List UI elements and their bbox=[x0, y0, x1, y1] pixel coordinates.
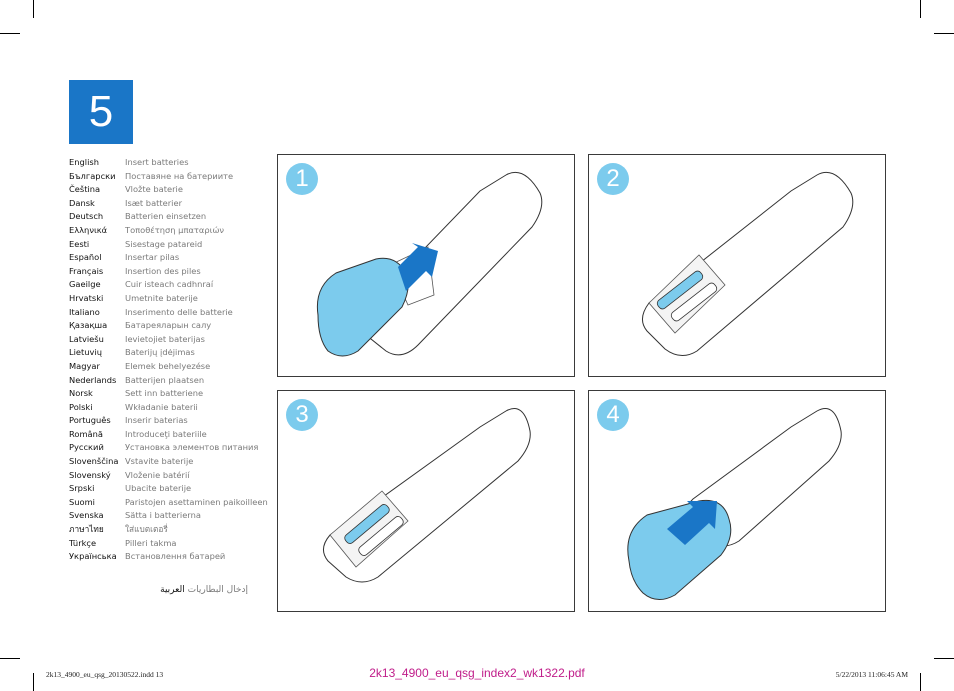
language-row bbox=[69, 306, 269, 320]
language-name: English bbox=[69, 157, 99, 167]
language-name: Svenska bbox=[69, 510, 104, 521]
instruction-text: Elemek behelyezése bbox=[125, 360, 211, 371]
language-name: Srpski bbox=[69, 483, 95, 494]
language-name: Hrvatski bbox=[69, 292, 104, 303]
language-row bbox=[69, 170, 269, 184]
language-row bbox=[69, 550, 269, 564]
instruction-text: إدخال البطاريات bbox=[187, 585, 248, 595]
language-row bbox=[69, 537, 269, 551]
remote-battery-insert-illustration bbox=[589, 155, 885, 376]
language-name: Français bbox=[69, 265, 104, 276]
instruction-text: Vloženie batérií bbox=[125, 469, 190, 480]
instruction-text: Vložte baterie bbox=[125, 184, 183, 195]
language-name: Български bbox=[69, 170, 116, 181]
language-row bbox=[69, 278, 269, 292]
instruction-text: Umetnite baterije bbox=[125, 292, 198, 303]
language-row bbox=[69, 469, 269, 483]
remote-open-cover-illustration bbox=[278, 155, 574, 376]
language-name: Deutsch bbox=[69, 211, 104, 222]
instruction-text: Встановлення батарей bbox=[125, 551, 226, 562]
crop-mark bbox=[0, 33, 20, 34]
instruction-text: Insert batteries bbox=[125, 157, 189, 167]
language-name: Ελληνικά bbox=[69, 224, 108, 235]
language-row bbox=[69, 523, 269, 537]
crop-mark bbox=[934, 33, 954, 34]
language-row bbox=[69, 224, 269, 238]
instruction-text: Cuir isteach cadhnraí bbox=[125, 279, 214, 290]
language-name: Latviešu bbox=[69, 333, 104, 344]
language-name: Русский bbox=[69, 442, 104, 453]
illustration-panel-1 bbox=[277, 154, 575, 377]
language-name: Español bbox=[69, 252, 102, 263]
language-name: Slovenščina bbox=[69, 456, 119, 467]
footer-filename-left: 2k13_4900_eu_qsg_20130522.indd 13 bbox=[46, 670, 164, 679]
language-name: ภาษาไทย bbox=[69, 524, 104, 535]
language-name: Magyar bbox=[69, 360, 100, 371]
language-name: Nederlands bbox=[69, 374, 117, 385]
language-row bbox=[69, 333, 269, 347]
instruction-text: Insertar pilas bbox=[125, 252, 180, 263]
language-row bbox=[69, 238, 269, 252]
instruction-text: Vstavite baterije bbox=[125, 456, 194, 467]
instruction-text: Insertion des piles bbox=[125, 265, 201, 276]
language-name: Română bbox=[69, 428, 103, 439]
language-row bbox=[69, 441, 269, 455]
illustration-panel-3 bbox=[277, 390, 575, 612]
instruction-text: Sätta i batterierna bbox=[125, 510, 201, 521]
remote-batteries-inserted-illustration bbox=[278, 391, 574, 611]
instruction-text: Pilleri takma bbox=[125, 537, 177, 548]
language-row bbox=[69, 387, 269, 401]
language-name: Čeština bbox=[69, 184, 101, 195]
language-row bbox=[69, 156, 269, 170]
instruction-text: Sisestage patareid bbox=[125, 238, 203, 249]
panel-number-badge: 3 bbox=[286, 399, 318, 431]
crop-mark bbox=[33, 0, 34, 18]
language-row bbox=[69, 292, 269, 306]
language-row bbox=[69, 509, 269, 523]
language-name: Eesti bbox=[69, 238, 90, 249]
language-name: Українська bbox=[69, 551, 117, 562]
illustration-panel-4 bbox=[588, 390, 886, 612]
language-name: Norsk bbox=[69, 388, 93, 399]
instruction-text: Sett inn batteriene bbox=[125, 388, 204, 399]
language-row bbox=[69, 482, 269, 496]
instruction-text: Поставяне на батериите bbox=[125, 170, 234, 181]
language-row bbox=[69, 319, 269, 333]
instruction-text: Установка элементов питания bbox=[125, 442, 259, 453]
step-number-badge: 5 bbox=[69, 80, 133, 144]
language-name: Dansk bbox=[69, 197, 95, 208]
instruction-text: Ubacite baterije bbox=[125, 483, 192, 494]
instruction-text: Inserir baterias bbox=[125, 415, 188, 426]
language-name: العربية bbox=[160, 585, 185, 595]
instruction-text: Inserimento delle batterie bbox=[125, 306, 233, 317]
language-row bbox=[69, 183, 269, 197]
crop-mark bbox=[0, 658, 20, 659]
instruction-text: ใส่แบตเตอรี่ bbox=[125, 524, 168, 535]
panel-number-badge: 2 bbox=[597, 163, 629, 195]
language-list bbox=[69, 156, 269, 564]
crop-mark bbox=[934, 658, 954, 659]
language-row bbox=[69, 428, 269, 442]
remote-close-cover-illustration bbox=[589, 391, 885, 611]
language-row bbox=[69, 496, 269, 510]
language-row bbox=[69, 401, 269, 415]
language-row bbox=[69, 346, 269, 360]
language-row bbox=[69, 210, 269, 224]
instruction-text: Wkładanie baterii bbox=[125, 401, 198, 412]
language-row-arabic bbox=[69, 584, 262, 597]
language-name: Suomi bbox=[69, 496, 95, 507]
instruction-text: Baterijų įdėjimas bbox=[125, 347, 195, 358]
panel-number-badge: 1 bbox=[286, 163, 318, 195]
language-name: Italiano bbox=[69, 306, 100, 317]
language-name: Lietuvių bbox=[69, 347, 103, 358]
language-name: Português bbox=[69, 415, 111, 426]
language-row bbox=[69, 265, 269, 279]
language-name: Polski bbox=[69, 401, 93, 412]
instruction-text: Batterijen plaatsen bbox=[125, 374, 205, 385]
instruction-text: Isæt batterier bbox=[125, 197, 183, 208]
panel-number-badge: 4 bbox=[597, 399, 629, 431]
language-row bbox=[69, 414, 269, 428]
language-row bbox=[69, 374, 269, 388]
language-name: Қазақша bbox=[69, 320, 108, 331]
language-name: Türkçe bbox=[69, 537, 97, 548]
footer-timestamp: 5/22/2013 11:06:45 AM bbox=[835, 670, 908, 679]
language-row bbox=[69, 197, 269, 211]
language-row bbox=[69, 360, 269, 374]
crop-mark bbox=[920, 0, 921, 18]
language-name: Gaeilge bbox=[69, 279, 101, 290]
instruction-text: Paristojen asettaminen paikoilleen bbox=[125, 496, 268, 507]
footer-pdf-name: 2k13_4900_eu_qsg_index2_wk1322.pdf bbox=[369, 666, 585, 680]
instruction-text: Ievietojiet baterijas bbox=[125, 333, 205, 344]
instruction-text: Batterien einsetzen bbox=[125, 211, 207, 222]
language-name: Slovenský bbox=[69, 469, 111, 480]
instruction-text: Батареяларын салу bbox=[125, 320, 212, 331]
instruction-text: Τοποθέτηση μπαταριών bbox=[125, 224, 225, 235]
illustration-panel-2 bbox=[588, 154, 886, 377]
language-row bbox=[69, 455, 269, 469]
language-row bbox=[69, 251, 269, 265]
instruction-text: Introduceţi bateriile bbox=[125, 428, 207, 439]
